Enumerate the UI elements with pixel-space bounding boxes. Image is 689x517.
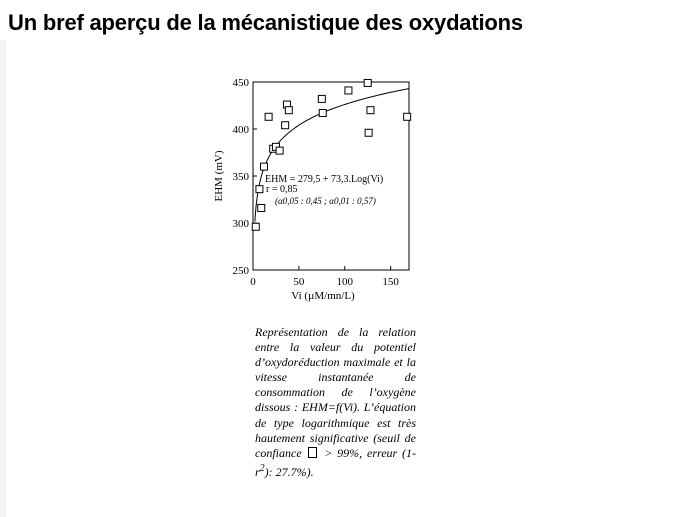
correlation-label: r = 0,85 [266, 184, 298, 195]
data-point-18 [404, 113, 411, 120]
x-tick-label-0: 0 [250, 276, 256, 288]
y-tick-label-350: 350 [232, 171, 249, 183]
x-tick-label-100: 100 [336, 276, 354, 288]
figure-caption [255, 325, 416, 480]
data-point-14 [345, 87, 352, 94]
data-point-1 [252, 223, 259, 230]
caption-text: Représentation de la relation entre la valeur du potentiel d’oxydoréduction maximale et la vitesse instantanée de consommation de l’oxygène dissous : EHM=f(Vi). L’équation de type logarithmique est très hautement significative (seuil de confiance [255, 325, 416, 460]
data-point-9 [282, 122, 289, 129]
data-point-4 [261, 163, 268, 170]
significance-label: (α0,05 : 0,45 ; α0,01 : 0,57) [275, 196, 376, 206]
fit-equation: EHM = 279,5 + 73,3.Log(Vi) [265, 174, 384, 185]
x-axis-label: Vi (µM/mn/L) [291, 290, 355, 302]
caption-text-2: > 99%, erreur (1-r [255, 445, 417, 479]
data-point-5 [265, 113, 272, 120]
y-tick-label-250: 250 [232, 265, 249, 277]
x-tick-label-150: 150 [382, 276, 399, 288]
data-markers [252, 79, 410, 230]
caption-superscript: 2 [259, 462, 265, 474]
missing-glyph-box [308, 447, 317, 458]
data-point-16 [365, 129, 372, 136]
slide-title: Un bref aperçu de la mécanistique des oxydations [8, 10, 523, 35]
y-axis-label: EHM (mV) [213, 150, 225, 202]
data-point-3 [258, 204, 265, 211]
caption-text-3: ): 27.7%). [264, 464, 314, 479]
data-point-17 [367, 107, 374, 114]
y-tick-label-450: 450 [232, 77, 249, 89]
data-point-15 [364, 79, 371, 86]
y-tick-label-300: 300 [232, 218, 249, 230]
data-point-13 [319, 110, 326, 117]
x-tick-label-50: 50 [293, 276, 305, 288]
y-tick-label-400: 400 [232, 124, 249, 136]
data-point-8 [276, 147, 283, 154]
data-point-12 [318, 95, 325, 102]
data-point-2 [256, 186, 263, 193]
data-point-11 [285, 107, 292, 114]
